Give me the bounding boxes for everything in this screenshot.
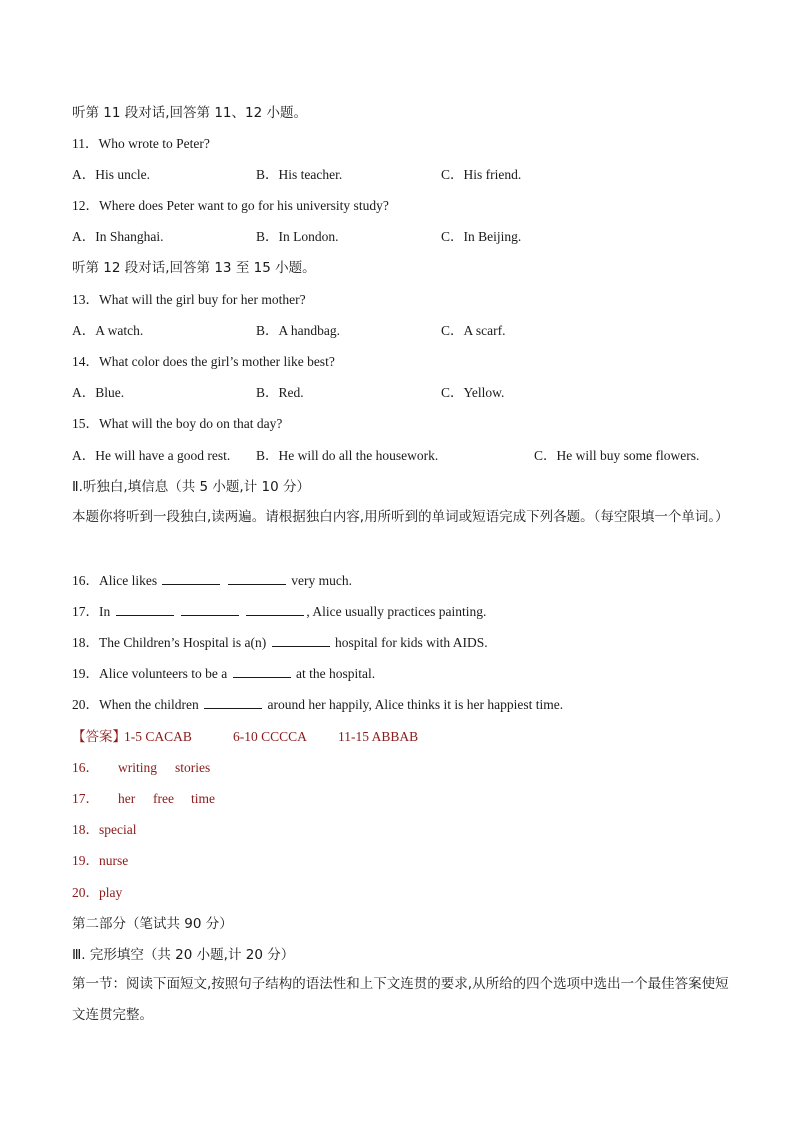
option-b: B．A handbag. — [256, 323, 340, 338]
option-a: A．His uncle. — [72, 167, 150, 182]
answer-17 — [72, 789, 372, 809]
answer-group-3: 11-15 ABBAB — [338, 729, 419, 744]
option-c: C．Yellow. — [441, 385, 505, 400]
q19-stem: 19．Alice volunteers to be a — [72, 666, 228, 681]
question-11-options — [72, 165, 732, 185]
answer-word: stories — [175, 760, 211, 775]
section-2-title: 第二部分（笔试共 90 分） — [72, 916, 233, 932]
option-a: A．He will have a good rest. — [72, 448, 231, 463]
answer-word: writing — [118, 760, 157, 775]
part-2-instructions: 本题你将听到一段独白,读两遍。请根据独白内容,用所听到的单词或短语完成下列各题。（每空限填一个单词。） — [72, 509, 729, 525]
answer-key-row — [72, 727, 732, 747]
answer-18: 18．special — [72, 822, 137, 837]
question-13: 13．What will the girl buy for her mother? — [72, 292, 306, 307]
option-c: C．A scarf. — [441, 323, 506, 338]
option-b: B．He will do all the housework. — [256, 448, 439, 463]
option-b: B．In London. — [256, 229, 339, 244]
answer-blank — [204, 695, 262, 709]
q18-stem: 18．The Children’s Hospital is a(n) — [72, 635, 267, 650]
answer-blank — [233, 664, 291, 678]
question-11: 11．Who wrote to Peter? — [72, 136, 210, 151]
question-14-options — [72, 383, 732, 403]
answer-blank — [272, 633, 330, 647]
option-c: C．In Beijing. — [441, 229, 522, 244]
question-13-options — [72, 321, 732, 341]
option-a: A．A watch. — [72, 323, 144, 338]
part-2-title: Ⅱ.听独白,填信息（共 5 小题,计 10 分） — [72, 479, 310, 495]
option-a: A．Blue. — [72, 385, 125, 400]
q17-tail: , Alice usually practices painting. — [306, 604, 487, 619]
question-16 — [72, 571, 352, 591]
question-12: 12．Where does Peter want to go for his university study? — [72, 198, 389, 213]
option-b: B．Red. — [256, 385, 304, 400]
option-b: B．His teacher. — [256, 167, 343, 182]
section-12-header: 听第 12 段对话,回答第 13 至 15 小题。 — [72, 260, 316, 276]
q16-stem: 16．Alice likes — [72, 573, 158, 588]
answer-word: free — [153, 791, 174, 806]
question-15-options — [72, 446, 722, 466]
answer-blank — [162, 571, 220, 585]
q19-tail: at the hospital. — [295, 666, 376, 681]
option-a: A．In Shanghai. — [72, 229, 164, 244]
q20-stem: 20．When the children — [72, 697, 199, 712]
answer-blank — [181, 602, 239, 616]
question-12-options — [72, 227, 732, 247]
q20-tail: around her happily, Alice thinks it is her happiest time. — [267, 697, 564, 712]
answer-19: 19．nurse — [72, 853, 129, 868]
answer-label: 【答案】 — [72, 729, 126, 745]
answer-16 — [72, 758, 372, 778]
option-c: C．His friend. — [441, 167, 522, 182]
answer-blank — [246, 602, 304, 616]
answer-number: 16． — [72, 760, 99, 775]
answer-group-1: 1-5 CACAB — [124, 729, 192, 744]
answer-blank — [116, 602, 174, 616]
question-20 — [72, 695, 563, 715]
part-3-title: Ⅲ. 完形填空（共 20 小题,计 20 分） — [72, 947, 295, 963]
q18-tail: hospital for kids with AIDS. — [334, 635, 488, 650]
part-3-instructions: 第一节：阅读下面短文,按照句子结构的语法性和上下文连贯的要求,从所给的四个选项中选出一个最佳答案使短文连贯完整。 — [72, 976, 729, 1023]
answer-group-2: 6-10 CCCCA — [233, 729, 307, 744]
answer-word: her — [118, 791, 136, 806]
answer-blank — [228, 571, 286, 585]
question-18 — [72, 633, 488, 653]
answer-number: 17． — [72, 791, 99, 806]
answer-word: time — [191, 791, 215, 806]
option-c: C．He will buy some flowers. — [534, 448, 700, 463]
answer-20: 20．play — [72, 885, 123, 900]
q17-stem: 17．In — [72, 604, 111, 619]
question-15: 15．What will the boy do on that day? — [72, 416, 283, 431]
q16-tail: very much. — [291, 573, 352, 588]
question-19 — [72, 664, 375, 684]
question-14: 14．What color does the girl’s mother like best? — [72, 354, 335, 369]
question-17 — [72, 602, 486, 622]
section-11-header: 听第 11 段对话,回答第 11、12 小题。 — [72, 105, 307, 121]
